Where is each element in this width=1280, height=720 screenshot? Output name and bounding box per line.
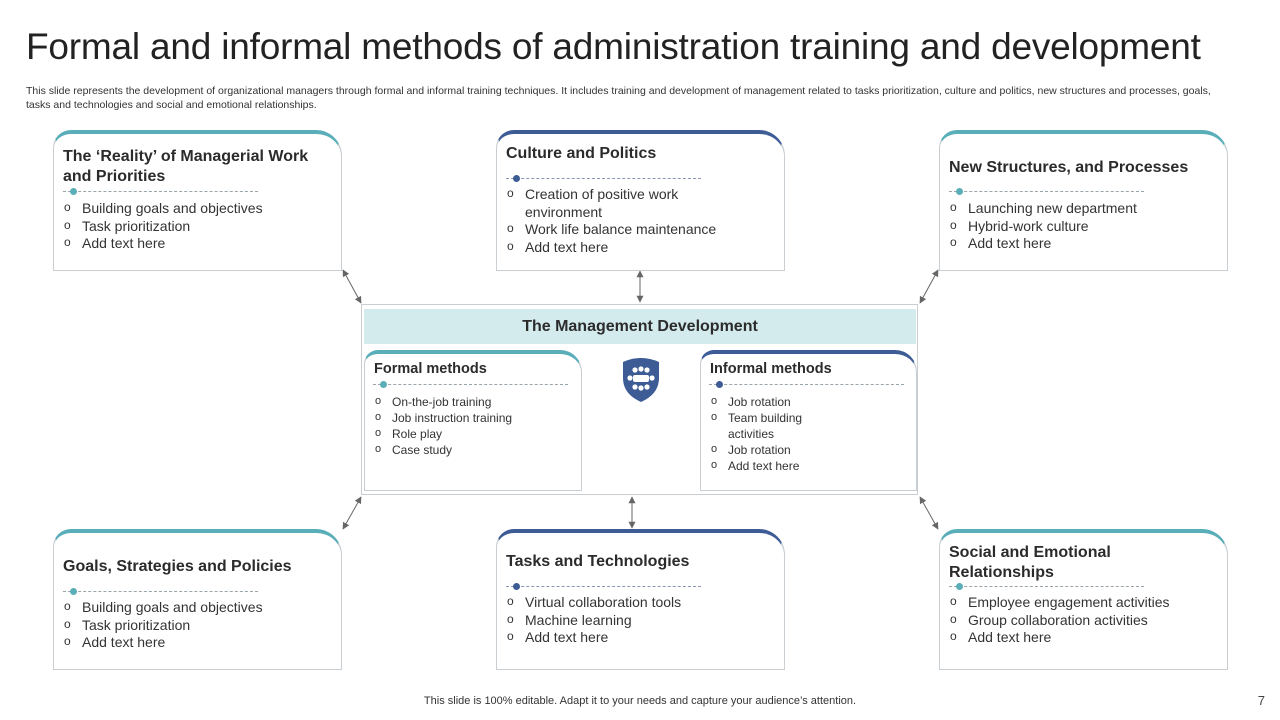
card-list bbox=[949, 594, 1219, 647]
footer-note: This slide is 100% editable. Adapt it to your needs and capture your audience’s attention. bbox=[423, 695, 857, 707]
card-title: Goals, Strategies and Policies bbox=[63, 558, 292, 575]
list-item: o Building goals and objectives bbox=[63, 599, 333, 617]
list-item: o Add text here bbox=[949, 235, 1219, 253]
list-item: o Job rotation bbox=[710, 394, 836, 410]
list-item: o Team building activities bbox=[710, 410, 836, 442]
list-item: o Hybrid-work culture bbox=[949, 218, 1219, 236]
list-item: o Task prioritization bbox=[63, 617, 333, 635]
arrow-social bbox=[920, 497, 938, 529]
separator bbox=[949, 583, 1144, 591]
card-list bbox=[506, 186, 724, 256]
card-goals bbox=[53, 529, 342, 670]
card-social bbox=[939, 529, 1228, 670]
formal-methods-list bbox=[374, 394, 573, 458]
card-culture bbox=[496, 130, 785, 271]
separator bbox=[949, 188, 1144, 196]
list-item: o Employee engagement activities bbox=[949, 594, 1219, 612]
informal-methods-card bbox=[700, 350, 917, 491]
list-item: o Add text here bbox=[506, 629, 776, 647]
list-item: o Building goals and objectives bbox=[63, 200, 333, 218]
separator bbox=[506, 175, 701, 183]
card-list bbox=[63, 599, 333, 652]
list-item: o Job rotation bbox=[710, 442, 836, 458]
separator bbox=[63, 588, 258, 596]
list-item: o Machine learning bbox=[506, 612, 776, 630]
card-title: Culture and Politics bbox=[506, 145, 657, 162]
arrow-goals bbox=[343, 497, 361, 529]
list-item: o Job instruction training bbox=[374, 410, 573, 426]
card-title: The ‘Reality’ of Managerial Work and Priorities bbox=[63, 148, 309, 185]
list-item: o Task prioritization bbox=[63, 218, 333, 236]
list-item: o Group collaboration activities bbox=[949, 612, 1219, 630]
arrow-reality bbox=[343, 270, 361, 303]
center-heading: The Management Development bbox=[364, 309, 916, 344]
list-item: o Add text here bbox=[710, 458, 836, 474]
card-list bbox=[506, 594, 776, 647]
informal-methods-title: Informal methods bbox=[710, 361, 832, 377]
formal-methods-card bbox=[364, 350, 582, 491]
separator bbox=[506, 583, 701, 591]
arrow-structures bbox=[920, 270, 938, 303]
list-item: o Creation of positive work environment bbox=[506, 186, 724, 221]
list-item: o Virtual collaboration tools bbox=[506, 594, 776, 612]
list-item: o Case study bbox=[374, 442, 573, 458]
page-number: 7 bbox=[1257, 693, 1265, 708]
separator bbox=[63, 188, 258, 196]
list-item: o Add text here bbox=[63, 634, 333, 652]
slide-subtitle: This slide represents the development of organizational managers through formal and informal training techniques. It includes training and development of management related to tasks prioritization, culture and politics, new structures and processes, goals, tasks and technologies and social and emotional relationships. bbox=[26, 85, 1211, 111]
card-tasks bbox=[496, 529, 785, 670]
card-title: Social and Emotional Relationships bbox=[949, 544, 1111, 581]
list-item: o Work life balance maintenance bbox=[506, 221, 724, 239]
formal-methods-title: Formal methods bbox=[374, 361, 487, 377]
card-title: Tasks and Technologies bbox=[506, 553, 690, 570]
informal-methods-list bbox=[710, 394, 836, 474]
card-list bbox=[949, 200, 1219, 253]
team-meeting-shield-icon bbox=[619, 356, 663, 404]
separator bbox=[373, 381, 568, 389]
list-item: o Add text here bbox=[506, 239, 724, 257]
list-item: o Launching new department bbox=[949, 200, 1219, 218]
list-item: o On-the-job training bbox=[374, 394, 573, 410]
card-reality bbox=[53, 130, 342, 271]
list-item: o Role play bbox=[374, 426, 573, 442]
slide-title: Formal and informal methods of administration training and development bbox=[26, 26, 1201, 67]
card-structures bbox=[939, 130, 1228, 271]
card-title: New Structures, and Processes bbox=[949, 159, 1189, 176]
list-item: o Add text here bbox=[63, 235, 333, 253]
list-item: o Add text here bbox=[949, 629, 1219, 647]
separator bbox=[709, 381, 904, 389]
card-list bbox=[63, 200, 333, 253]
